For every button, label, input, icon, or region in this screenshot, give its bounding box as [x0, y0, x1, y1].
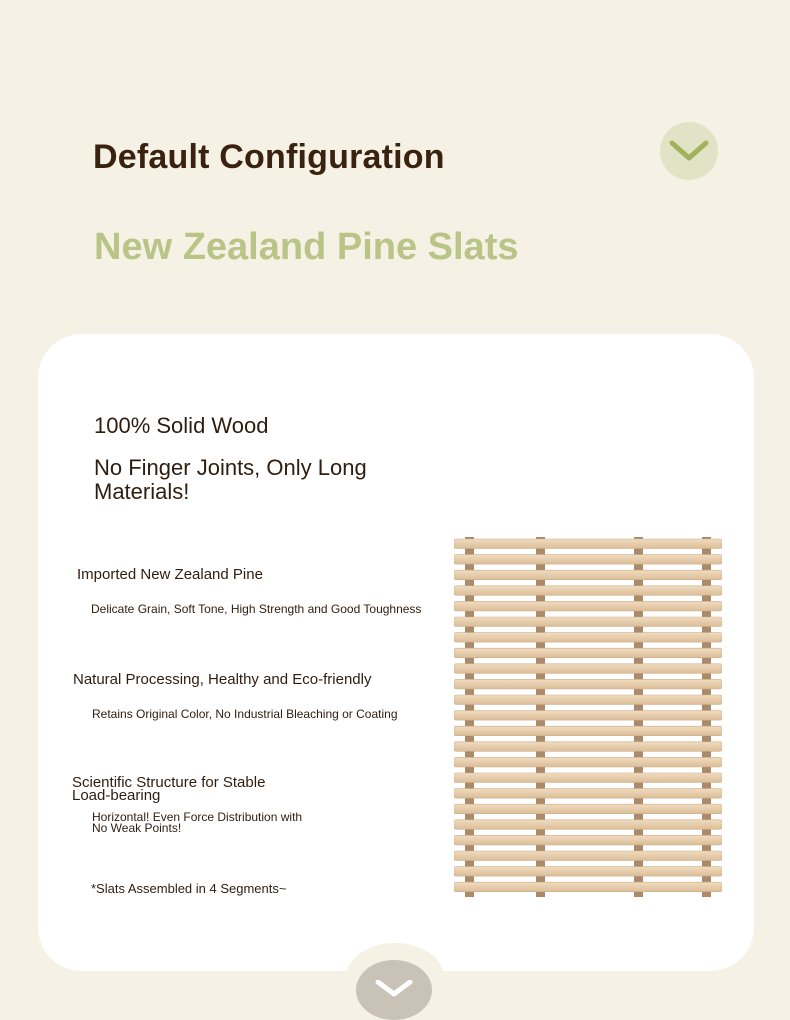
feature-title-line-1: Scientific Structure for Stable	[72, 774, 266, 791]
slat	[454, 570, 722, 580]
slat	[454, 757, 722, 767]
assembly-note: *Slats Assembled in 4 Segments~	[91, 881, 287, 896]
slat	[454, 804, 722, 814]
slat	[454, 555, 722, 565]
chevron-down-icon	[669, 139, 709, 163]
slat	[454, 633, 722, 643]
feature-title-natural: Natural Processing, Healthy and Eco-friendly	[73, 671, 372, 688]
slat	[454, 601, 722, 611]
feature-desc-natural: Retains Original Color, No Industrial Bleaching or Coating	[92, 707, 398, 721]
product-subtitle: New Zealand Pine Slats	[94, 226, 519, 268]
slat	[454, 851, 722, 861]
slat	[454, 617, 722, 627]
slat	[454, 867, 722, 877]
slat	[454, 835, 722, 845]
feature-title-structure	[72, 776, 265, 802]
chevron-down-icon	[374, 980, 414, 1000]
next-section-button[interactable]	[356, 960, 432, 1020]
slat	[454, 773, 722, 783]
slat	[454, 882, 722, 892]
lead-line-1: No Finger Joints, Only Long	[94, 455, 367, 480]
lead-no-finger-joints	[94, 456, 367, 504]
slat	[454, 586, 722, 596]
slat	[454, 820, 722, 830]
feature-title-nz-pine: Imported New Zealand Pine	[77, 566, 263, 583]
slat	[454, 539, 722, 549]
lead-solid-wood: 100% Solid Wood	[94, 413, 269, 438]
slat	[454, 726, 722, 736]
slat	[454, 789, 722, 799]
feature-desc-line-1: Horizontal! Even Force Distribution with	[92, 810, 303, 824]
feature-desc-structure	[92, 812, 302, 834]
feature-desc-nz-pine: Delicate Grain, Soft Tone, High Strength and Good Toughness	[91, 602, 422, 616]
slat	[454, 711, 722, 721]
lead-line-2: Materials!	[94, 479, 190, 504]
section-title: Default Configuration	[93, 138, 445, 176]
slat	[454, 679, 722, 689]
slat	[454, 664, 722, 674]
slat-frame-image	[454, 537, 722, 897]
feature-desc-line-2: No Weak Points!	[92, 821, 182, 835]
feature-card	[38, 334, 754, 971]
slat	[454, 742, 722, 752]
feature-title-line-2: Load-bearing	[72, 787, 161, 804]
expand-toggle-button[interactable]	[660, 122, 718, 180]
slat	[454, 648, 722, 658]
slat	[454, 695, 722, 705]
